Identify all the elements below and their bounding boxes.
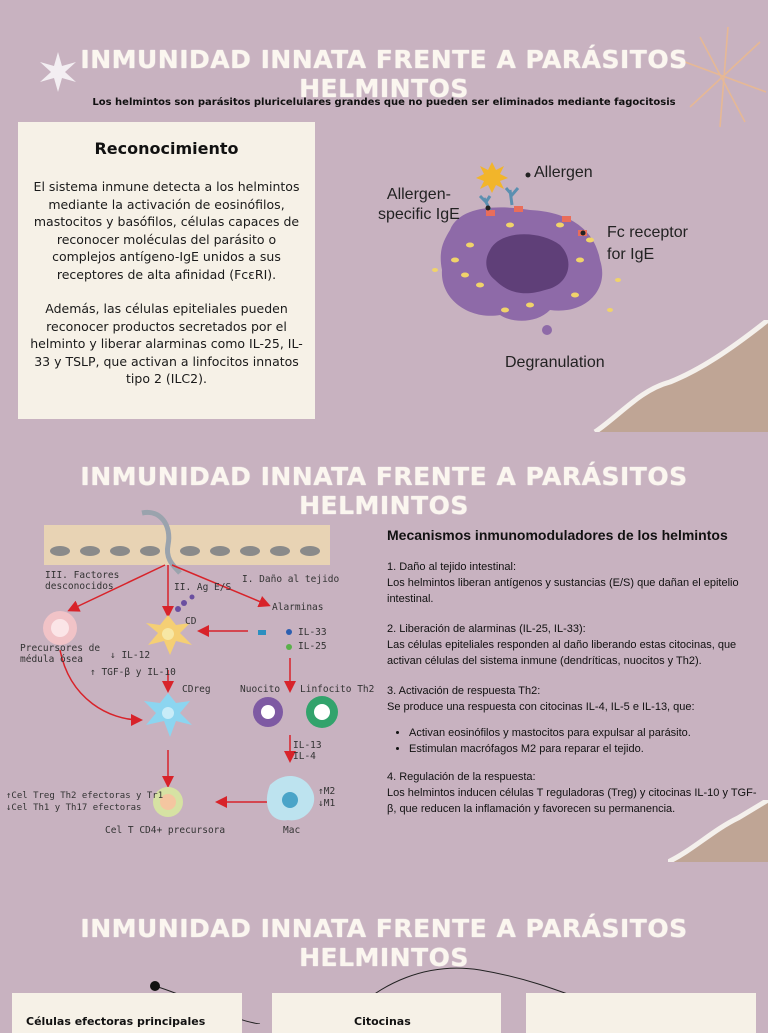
treg-label-line2: Cel Th1 y Th17 efectoras xyxy=(11,803,142,813)
il33-label: IL-33 xyxy=(298,627,327,638)
bullet-item: • Estimulan macrófagos M2 para reparar el tejido. xyxy=(409,741,757,757)
m2-text: M2 xyxy=(323,786,336,797)
precursores-label-line1: Precursores de xyxy=(20,643,101,654)
allergen-shape xyxy=(476,162,508,193)
factores-label xyxy=(45,570,119,592)
mechanism-bullets xyxy=(387,725,757,757)
fc-receptor-label-line1: Fc receptor xyxy=(607,224,688,241)
reconocimiento-card xyxy=(18,122,315,419)
torn-paper-decoration-2 xyxy=(668,800,768,862)
allergen-ige-label-line2: specific IgE xyxy=(378,206,460,223)
il13-label: IL-13 xyxy=(293,740,322,751)
reconocimiento-paragraph-1: El sistema inmune detecta a los helmintos mediante la activación de eosinófilos, mastocitos y basófilos, células capaces de reconocer moléculas del parásito o complejos antígeno-IgE unidos a sus receptores de alta afinidad (FcεRI). xyxy=(33,179,300,282)
il12-text: IL-12 xyxy=(121,650,151,661)
reconocimiento-paragraph-2: Además, las células epiteliales pueden reconocer productos secretados por el helminto y liberar alarminas como IL-25, IL-33 y TSLP, que activan a linfocitos innatos tipo 2 (ILC2). xyxy=(30,301,303,386)
m1-text: M1 xyxy=(323,798,336,809)
reconocimiento-heading: Reconocimiento xyxy=(94,139,239,158)
mac-label: Mac xyxy=(283,825,301,836)
step3-title: 3. Activación de respuesta Th2: xyxy=(387,685,541,697)
torn-paper-decoration-1 xyxy=(590,320,768,432)
alarminas-label: Alarminas xyxy=(272,602,324,613)
linfocito-label: Linfocito Th2 xyxy=(300,684,375,695)
step4-title: 4. Regulación de la respuesta: xyxy=(387,771,536,783)
ag-label: II. Ag E/S xyxy=(174,582,232,593)
mechanisms-heading: Mecanismos inmunomoduladores de los helmintos xyxy=(387,527,728,543)
step2-title: 2. Liberación de alarminas (IL-25, IL-33): xyxy=(387,623,586,635)
effector-cells-heading: Células efectoras principales xyxy=(26,1015,206,1028)
section1-subtitle: Los helmintos son parásitos pluricelulares grandes que no pueden ser eliminados mediante fagocitosis xyxy=(92,97,676,108)
tgf-label: ↑ TGF-β y IL-10 xyxy=(90,667,176,678)
intestinal-epithelium xyxy=(44,525,330,565)
mechanism-step-2 xyxy=(387,621,757,669)
effector-cells-card xyxy=(12,993,242,1033)
nuocito-label: Nuocito xyxy=(240,684,281,695)
il25-label: IL-25 xyxy=(298,641,327,652)
treg-label: ↑Cel Treg Th2 efectoras y Tr1 ↓Cel Th1 y Th17 efectoras xyxy=(6,791,164,813)
step1-title: 1. Daño al tejido intestinal: xyxy=(387,561,517,573)
dano-label: I. Daño al tejido xyxy=(242,574,340,585)
mechanism-step-3 xyxy=(387,683,757,715)
factores-label-line2: desconocidos xyxy=(45,581,114,592)
allergen-ige-label xyxy=(378,185,460,225)
cytokines-card xyxy=(272,993,501,1033)
precursores-label-line2: médula ósea xyxy=(20,654,83,665)
factores-label-line1: III. Factores xyxy=(45,570,120,581)
bullet-item: • Activan eosinófilos y mastocitos para expulsar al parásito. xyxy=(409,725,757,741)
section2-title: INMUNIDAD INNATA FRENTE A PARÁSITOS HELMINTOS xyxy=(80,462,688,520)
third-card xyxy=(526,993,756,1033)
cytokines-heading: Citocinas xyxy=(354,1015,411,1028)
step1-text: Los helmintos liberan antígenos y sustancias (E/S) que dañan el epitelio intestinal. xyxy=(387,577,739,605)
allergen-ige-label-line1: Allergen- xyxy=(386,186,451,203)
il12-label: ↓ IL-12 xyxy=(110,650,151,661)
mechanisms-panel xyxy=(387,527,757,831)
mechanism-step-1 xyxy=(387,559,757,607)
step4-text: Los helmintos inducen células T reguladoras (Treg) y citocinas IL-10 y TGF-β, que reducen la inflamación y favorecen su permanencia. xyxy=(387,787,757,815)
section1-title: INMUNIDAD INNATA FRENTE A PARÁSITOS HELMINTOS xyxy=(80,45,688,103)
macrophage-polarization-label: ↑M2 ↓M1 xyxy=(318,786,336,809)
degranulation-label: Degranulation xyxy=(505,354,605,371)
tgf-text: TGF-β y IL-10 xyxy=(101,667,176,678)
allergen-label: Allergen xyxy=(534,164,593,181)
cd4-label: Cel T CD4+ precursora xyxy=(105,825,226,836)
cdreg-label: CDreg xyxy=(182,684,211,695)
step3-text: Se produce una respuesta con citocinas IL-4, IL-5 e IL-13, que: xyxy=(387,701,695,713)
treg-label-line1: Cel Treg Th2 efectoras y Tr1 xyxy=(11,791,164,801)
fc-receptor-label xyxy=(607,222,688,266)
cd-label: CD xyxy=(185,616,197,627)
il4-label: IL-4 xyxy=(293,751,316,762)
section3-title: INMUNIDAD INNATA FRENTE A PARÁSITOS HELMINTOS xyxy=(80,914,688,972)
step2-text: Las células epiteliales responden al daño liberando estas citocinas, que activan células del sistema inmune (dendríticas, nuocitos y Th2). xyxy=(387,639,737,667)
fc-receptor-label-line2: for IgE xyxy=(607,246,655,263)
precursores-label xyxy=(20,643,100,665)
